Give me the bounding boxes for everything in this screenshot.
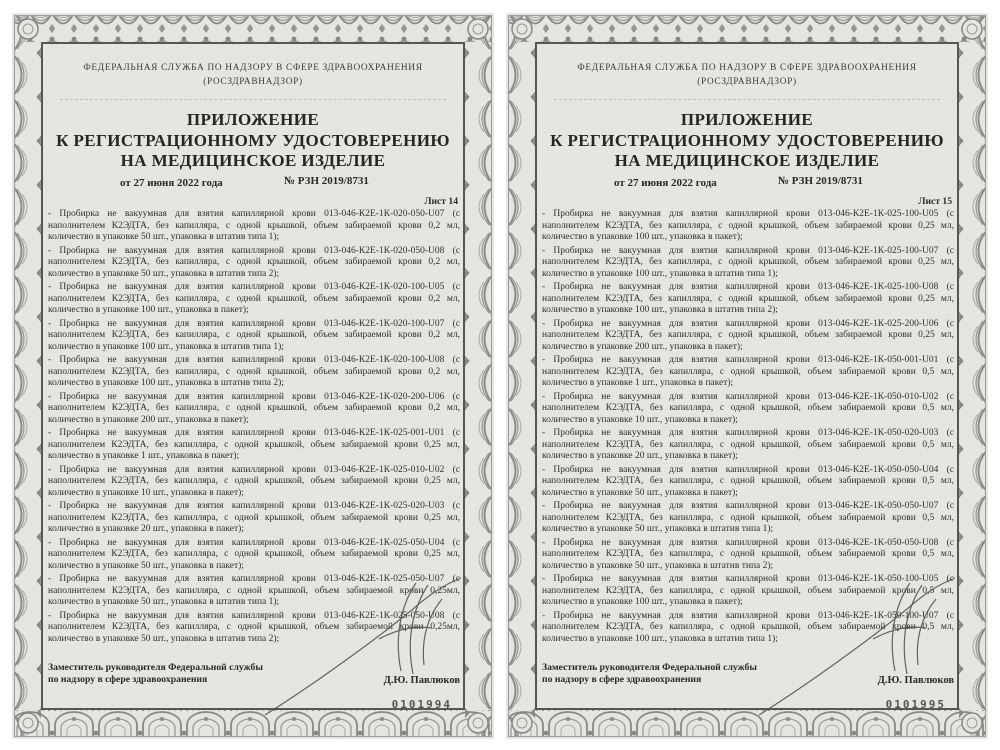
signer-title [48, 662, 263, 686]
title-line-3: НА МЕДИЦИНСКОЕ ИЗДЕЛИЕ [120, 151, 386, 170]
registration-number: № РЗН 2019/8731 [778, 175, 863, 187]
signer-name: Д.Ю. Павлюков [877, 675, 954, 686]
blank-serial-number: 0101995 [885, 698, 946, 711]
signer-name: Д.Ю. Павлюков [383, 675, 460, 686]
product-item: - Пробирка не вакуумная для взятия капиллярной крови 013-046-К2Е-1К-025-050-U08 (с наполнителем К2ЭДТА, без капилляра, с одной крышкой, объем забираемой крови 0,25мл, количество в упаковке 50 шт., упаковка в штатив типа 2); [48, 610, 460, 644]
product-item: - Пробирка не вакуумная для взятия капиллярной крови 013-046-К2Е-1К-025-010-U02 (с наполнителем К2ЭДТА, без капилляра, с одной крышкой, объем забираемой крови 0,25 мл, количество в упаковке 10 шт., упаковка в пакет); [48, 464, 460, 498]
title-line-2: К РЕГИСТРАЦИОННОМУ УДОСТОВЕРЕНИЮ [550, 130, 944, 150]
agency-short-name: (РОСЗДРАВНАДЗОР) [697, 77, 797, 87]
product-item: - Пробирка не вакуумная для взятия капиллярной крови 013-046-К2Е-1К-020-100-U05 (с наполнителем К2ЭДТА, без капилляра, с одной крышкой, объем забираемой крови 0,2 мл, количество в упаковке 100 шт., упаковка в пакет); [48, 282, 460, 315]
blank-serial-number: 0101994 [391, 698, 452, 711]
signer-title-line-1: Заместитель руководителя Федеральной службы [542, 662, 757, 673]
agency-name: ФЕДЕРАЛЬНАЯ СЛУЖБА ПО НАДЗОРУ В СФЕРЕ ЗДРАВООХРАНЕНИЯ [577, 63, 917, 73]
product-item: - Пробирка не вакуумная для взятия капиллярной крови 013-046-К2Е-1К-025-200-U06 (с наполнителем К2ЭДТА, без капилляра, с одной крышкой, объем забираемой крови 0,25 мл, количество в упаковке 200 шт., упаковка в пакет); [542, 318, 954, 352]
title-line-1: ПРИЛОЖЕНИЕ [186, 110, 320, 129]
product-item: - Пробирка не вакуумная для взятия капиллярной крови 013-046-К2Е-1К-050-010-U02 (с наполнителем К2ЭДТА, без капилляра, с одной крышкой, объем забираемой крови 0,5 мл, количество в упаковке 10 шт., упаковка в пакет); [542, 391, 954, 425]
product-item: - Пробирка не вакуумная для взятия капиллярной крови 013-046-К2Е-1К-050-050-U08 (с наполнителем К2ЭДТА, без капилляра, с одной крышкой, объем забираемой крови 0,5 мл, количество в упаковке 50 шт., упаковка в штатив типа 2); [542, 537, 954, 571]
product-item: - Пробирка не вакуумная для взятия капиллярной крови 013-046-К2Е-1К-020-200-U06 (с наполнителем К2ЭДТА, без капилляра, с одной крышкой, объем забираемой крови 0,2 мл, количество в упаковке 200 шт., упаковка в пакет); [48, 391, 460, 425]
product-item: - Пробирка не вакуумная для взятия капиллярной крови 013-046-К2Е-1К-050-020-U03 (с наполнителем К2ЭДТА, без капилляра, с одной крышкой, объем забираемой крови 0,5 мл, количество в упаковке 20 шт., упаковка в пакет); [542, 428, 954, 461]
document-title [538, 110, 956, 172]
certificate-sheet-15 [502, 9, 992, 743]
product-item: - Пробирка не вакуумная для взятия капиллярной крови 013-046-К2Е-1К-020-050-U08 (с наполнителем К2ЭДТА, без капилляра, с одной крышкой, объем забираемой крови 0,2 мл, количество в упаковке 50 шт., упаковка в штатив типа 2); [48, 245, 460, 279]
signer-title [542, 662, 757, 686]
registration-date: от 27 июня 2022 года [120, 177, 223, 189]
signer-title-line-2: по надзору в сфере здравоохранения [48, 674, 208, 685]
header-divider [554, 99, 940, 100]
product-item: - Пробирка не вакуумная для взятия капиллярной крови 013-046-К2Е-1К-050-001-U01 (с наполнителем К2ЭДТА, без капилляра, с одной крышкой, объем забираемой крови 0,5 мл, количество в упаковке 1 шт., упаковка в пакет); [542, 355, 954, 388]
registration-date: от 27 июня 2022 года [614, 177, 717, 189]
registration-number: № РЗН 2019/8731 [284, 175, 369, 187]
signer-title-line-1: Заместитель руководителя Федеральной службы [48, 662, 263, 673]
certificate-sheet-14 [8, 9, 498, 743]
title-line-1: ПРИЛОЖЕНИЕ [680, 110, 814, 129]
sheet-number: Лист 15 [918, 196, 952, 207]
product-item: - Пробирка не вакуумная для взятия капиллярной крови 013-046-К2Е-1К-050-050-U07 (с наполнителем К2ЭДТА, без капилляра, с одной крышкой, объем забираемой крови 0,5 мл, количество в упаковке 50 шт., упаковка в штатив типа 1); [542, 501, 954, 534]
agency-name: ФЕДЕРАЛЬНАЯ СЛУЖБА ПО НАДЗОРУ В СФЕРЕ ЗДРАВООХРАНЕНИЯ [83, 63, 423, 73]
product-item: - Пробирка не вакуумная для взятия капиллярной крови 013-046-К2Е-1К-025-050-U07 (с наполнителем К2ЭДТА, без капилляра, с одной крышкой, объем забираемой крови 0,25мл, количество в упаковке 50 шт., упаковка в штатив типа 1); [48, 574, 460, 607]
product-item: - Пробирка не вакуумная для взятия капиллярной крови 013-046-К2Е-1К-020-100-U07 (с наполнителем К2ЭДТА, без капилляра, с одной крышкой, объем забираемой крови 0,2 мл, количество в упаковке 100 шт., упаковка в штатив типа 1); [48, 318, 460, 352]
sheet-number: Лист 14 [424, 196, 458, 207]
document-title [44, 110, 462, 172]
product-item: - Пробирка не вакуумная для взятия капиллярной крови 013-046-К2Е-1К-020-050-U07 (с наполнителем К2ЭДТА, без капилляра, с одной крышкой, объем забираемой крови 0,2 мл, количество в упаковке 50 шт., упаковка в штатив типа 1); [48, 209, 460, 242]
product-item: - Пробирка не вакуумная для взятия капиллярной крови 013-046-К2Е-1К-025-100-U08 (с наполнителем К2ЭДТА, без капилляра, с одной крышкой, объем забираемой крови 0,25 мл, количество в упаковке 100 шт., упаковка в штатив типа 2); [542, 282, 954, 315]
header-divider [60, 99, 446, 100]
product-item: - Пробирка не вакуумная для взятия капиллярной крови 013-046-К2Е-1К-025-020-U03 (с наполнителем К2ЭДТА, без капилляра, с одной крышкой, объем забираемой крови 0,25 мл, количество в упаковке 20 шт., упаковка в пакет); [48, 501, 460, 534]
product-item: - Пробирка не вакуумная для взятия капиллярной крови 013-046-К2Е-1К-025-050-U04 (с наполнителем К2ЭДТА, без капилляра, с одной крышкой, объем забираемой крови 0,25 мл, количество в упаковке 50 шт., упаковка в пакет); [48, 537, 460, 571]
product-item: - Пробирка не вакуумная для взятия капиллярной крови 013-046-К2Е-1К-020-100-U08 (с наполнителем К2ЭДТА, без капилляра, с одной крышкой, объем забираемой крови 0,2 мл, количество в упаковке 100 шт., упаковка в штатив типа 2); [48, 355, 460, 388]
title-line-2: К РЕГИСТРАЦИОННОМУ УДОСТОВЕРЕНИЮ [56, 130, 450, 150]
product-item: - Пробирка не вакуумная для взятия капиллярной крови 013-046-К2Е-1К-050-050-U04 (с наполнителем К2ЭДТА, без капилляра, с одной крышкой, объем забираемой крови 0,5 мл, количество в упаковке 50 шт., упаковка в пакет); [542, 464, 954, 498]
title-line-3: НА МЕДИЦИНСКОЕ ИЗДЕЛИЕ [614, 151, 880, 170]
product-item: - Пробирка не вакуумная для взятия капиллярной крови 013-046-К2Е-1К-025-100-U05 (с наполнителем К2ЭДТА, без капилляра, с одной крышкой, объем забираемой крови 0,25 мл, количество в упаковке 100 шт., упаковка в пакет); [542, 209, 954, 242]
product-item: - Пробирка не вакуумная для взятия капиллярной крови 013-046-К2Е-1К-050-100-U07 (с наполнителем К2ЭДТА, без капилляра, с одной крышкой, объем забираемой крови 0,5 мл, количество в упаковке 100 шт., упаковка в штатив типа 1); [542, 610, 954, 644]
product-item: - Пробирка не вакуумная для взятия капиллярной крови 013-046-К2Е-1К-025-100-U07 (с наполнителем К2ЭДТА, без капилляра, с одной крышкой, объем забираемой крови 0,25 мл, количество в упаковке 100 шт., упаковка в штатив типа 1); [542, 245, 954, 279]
product-item: - Пробирка не вакуумная для взятия капиллярной крови 013-046-К2Е-1К-050-100-U05 (с наполнителем К2ЭДТА, без капилляра, с одной крышкой, объем забираемой крови 0,5 мл, количество в упаковке 100 шт., упаковка в пакет); [542, 574, 954, 607]
signer-title-line-2: по надзору в сфере здравоохранения [542, 674, 702, 685]
agency-short-name: (РОСЗДРАВНАДЗОР) [203, 77, 303, 87]
product-item: - Пробирка не вакуумная для взятия капиллярной крови 013-046-К2Е-1К-025-001-U01 (с наполнителем К2ЭДТА, без капилляра, с одной крышкой, объем забираемой крови 0,25 мл, количество в упаковке 1 шт., упаковка в пакет); [48, 428, 460, 461]
